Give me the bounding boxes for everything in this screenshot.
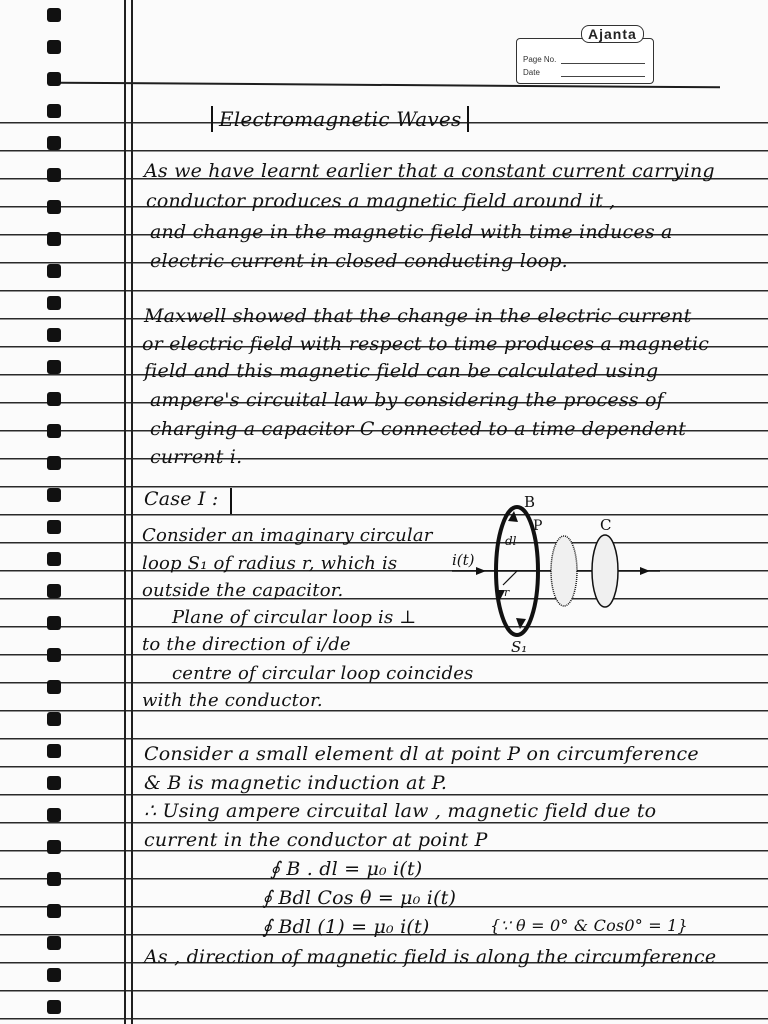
- text-line: ∴ Using ampere circuital law , magnetic field due to: [144, 800, 657, 822]
- capacitor-plate: [551, 536, 577, 606]
- capacitor-plate: [592, 535, 618, 607]
- label-P: P: [533, 518, 543, 534]
- text-line: loop S₁ of radius r, which is: [142, 553, 398, 574]
- text-line: & B is magnetic induction at P.: [144, 772, 448, 794]
- text-line: electric current in closed conducting loop.: [150, 250, 568, 272]
- text-line: with the conductor.: [142, 690, 323, 711]
- text-line: field and this magnetic field can be calculated using: [144, 360, 659, 382]
- text-line: or electric field with respect to time produces a magnetic: [142, 333, 710, 355]
- text-line: centre of circular loop coincides: [172, 663, 474, 684]
- date-label: Date: [523, 68, 540, 77]
- label-radius: r: [504, 586, 510, 599]
- equation-line: ∮ Bdl (1) = μ₀ i(t): [262, 916, 430, 938]
- label-dl: dl: [505, 534, 517, 548]
- text-line: Plane of circular loop is ⊥: [172, 607, 417, 628]
- label-current: i(t): [452, 551, 475, 569]
- text-line: conductor produces a magnetic field around it ,: [146, 190, 616, 212]
- text-line: As we have learnt earlier that a constant current carrying: [144, 160, 715, 182]
- label-B: B: [524, 493, 536, 511]
- text-line: Consider a small element dl at point P on circumference: [144, 743, 699, 765]
- current-arrow-icon: [640, 567, 650, 575]
- text-line: Consider an imaginary circular: [142, 525, 433, 546]
- text-line: Maxwell showed that the change in the electric current: [144, 305, 692, 327]
- case-heading: Case I :: [144, 488, 219, 510]
- label-C: C: [600, 516, 612, 534]
- text-line: current i.: [150, 446, 243, 468]
- current-arrow-icon: [476, 567, 486, 575]
- text-line: outside the capacitor.: [142, 580, 344, 601]
- label-S1: S₁: [511, 638, 528, 656]
- page-title: Electromagnetic Waves: [219, 107, 462, 131]
- equation-line: ∮ Bdl Cos θ = μ₀ i(t): [262, 887, 457, 909]
- text-line: charging a capacitor C connected to a time dependent: [150, 418, 687, 440]
- loop-direction-arrow-icon: [516, 618, 526, 629]
- radius-line: [503, 571, 517, 585]
- text-line: As , direction of magnetic field is along the circumference: [144, 946, 717, 968]
- text-line: ampere's circuital law by considering the process of: [150, 389, 664, 411]
- text-line: current in the conductor at point P: [144, 829, 488, 851]
- page-no-label: Page No.: [523, 55, 557, 64]
- text-line: and change in the magnetic field with time induces a: [150, 221, 673, 243]
- text-line: to the direction of i/de: [142, 634, 351, 655]
- equation-line: ∮ B . dl = μ₀ i(t): [270, 858, 423, 880]
- condition-note: {∵ θ = 0° & Cos0° = 1}: [490, 916, 688, 935]
- brand-logo: Ajanta: [581, 25, 644, 43]
